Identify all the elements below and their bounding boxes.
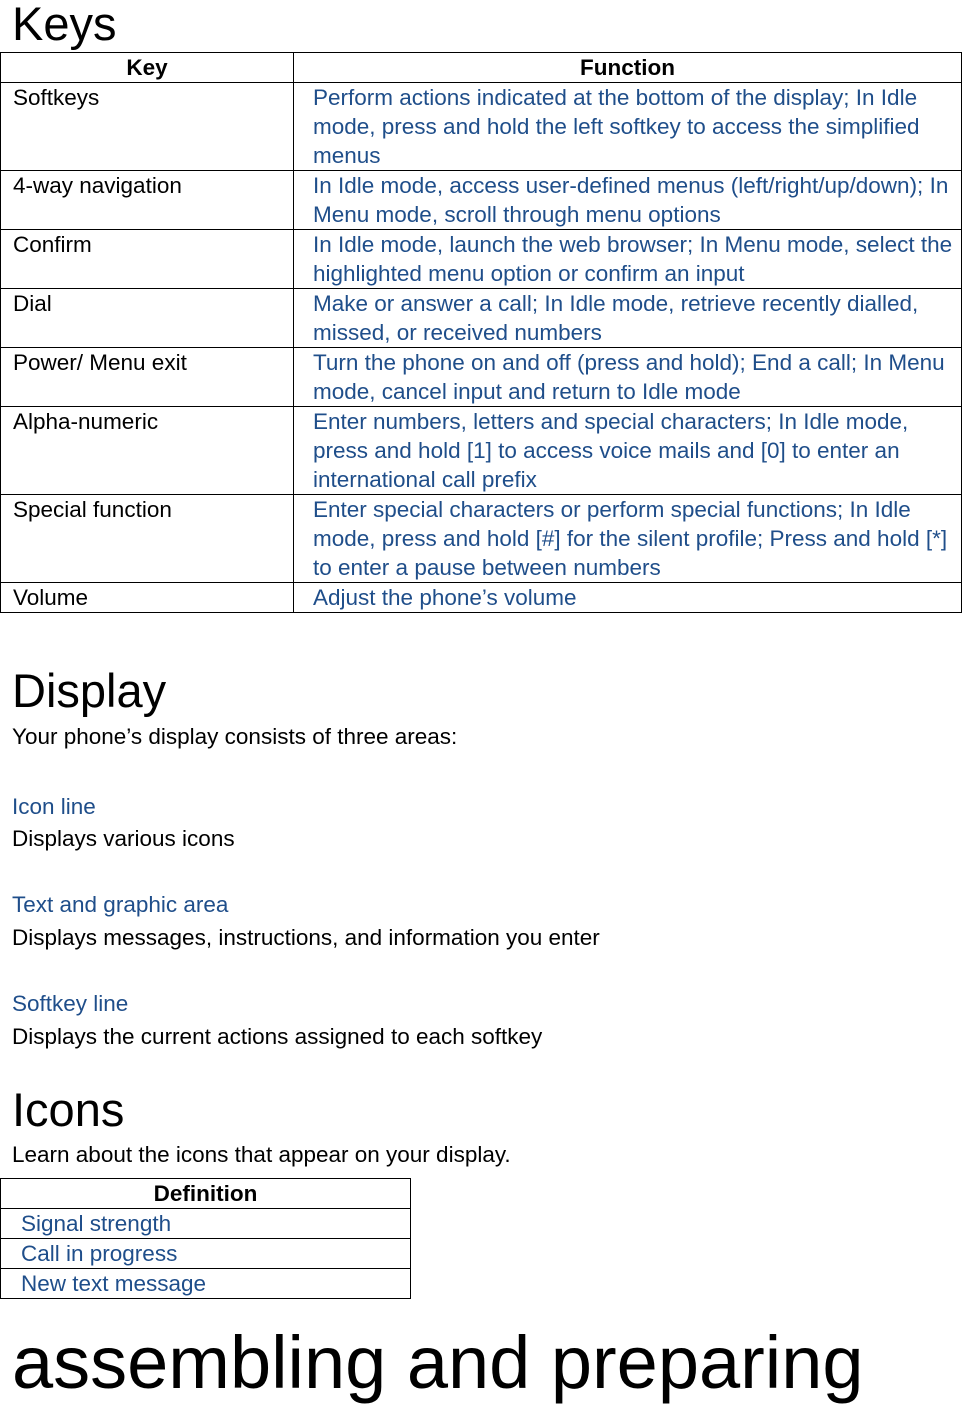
key-name: 4-way navigation <box>1 171 294 230</box>
key-name: Special function <box>1 495 294 583</box>
key-name: Softkeys <box>1 83 294 171</box>
key-function: Enter special characters or perform special functions; In Idle mode, press and hold [#] for the silent profile; Press and hold [*] to enter a pause between numbers <box>294 495 962 583</box>
display-intro: Your phone’s display consists of three areas: <box>12 724 458 749</box>
keys-table-header <box>1 53 962 83</box>
key-name: Alpha-numeric <box>1 407 294 495</box>
function-column-header: Function <box>294 53 962 83</box>
table-row <box>1 1269 411 1299</box>
table-row <box>1 495 962 583</box>
table-row <box>1 348 962 407</box>
display-heading: Display <box>12 664 167 717</box>
table-row <box>1 1239 411 1269</box>
icons-intro: Learn about the icons that appear on your display. <box>12 1142 511 1167</box>
table-row <box>1 407 962 495</box>
table-row <box>1 289 962 348</box>
key-function: Turn the phone on and off (press and hold); End a call; In Menu mode, cancel input and return to Idle mode <box>294 348 962 407</box>
next-section-heading: assembling and preparing <box>12 1321 864 1404</box>
table-row <box>1 171 962 230</box>
icons-table <box>0 1178 411 1299</box>
icon-definition: Signal strength <box>1 1209 411 1239</box>
key-function: Adjust the phone’s volume <box>294 583 962 613</box>
key-function: In Idle mode, launch the web browser; In Menu mode, select the highlighted menu option or confirm an input <box>294 230 962 289</box>
key-function: Perform actions indicated at the bottom of the display; In Idle mode, press and hold the left softkey to access the simplified menus <box>294 83 962 171</box>
key-name: Dial <box>1 289 294 348</box>
key-function: Enter numbers, letters and special characters; In Idle mode, press and hold [1] to access voice mails and [0] to enter an international call prefix <box>294 407 962 495</box>
keys-heading: Keys <box>12 0 117 50</box>
icon-definition: Call in progress <box>1 1239 411 1269</box>
key-name: Power/ Menu exit <box>1 348 294 407</box>
area-title-icon-line: Icon line <box>12 794 96 819</box>
table-row <box>1 1209 411 1239</box>
area-title-softkey-line: Softkey line <box>12 991 129 1016</box>
table-row <box>1 83 962 171</box>
icon-definition: New text message <box>1 1269 411 1299</box>
definition-column-header: Definition <box>1 1179 411 1209</box>
key-function: Make or answer a call; In Idle mode, retrieve recently dialled, missed, or received numbers <box>294 289 962 348</box>
area-description: Displays various icons <box>12 826 235 851</box>
area-description: Displays the current actions assigned to each softkey <box>12 1024 543 1049</box>
area-title-text-graphic: Text and graphic area <box>12 892 229 917</box>
table-row <box>1 230 962 289</box>
key-column-header: Key <box>1 53 294 83</box>
icons-heading: Icons <box>12 1083 125 1136</box>
area-description: Displays messages, instructions, and information you enter <box>12 925 600 950</box>
icons-table-header <box>1 1179 411 1209</box>
table-row <box>1 583 962 613</box>
key-name: Volume <box>1 583 294 613</box>
key-name: Confirm <box>1 230 294 289</box>
key-function: In Idle mode, access user-defined menus (left/right/up/down); In Menu mode, scroll through menu options <box>294 171 962 230</box>
keys-table <box>0 52 962 613</box>
